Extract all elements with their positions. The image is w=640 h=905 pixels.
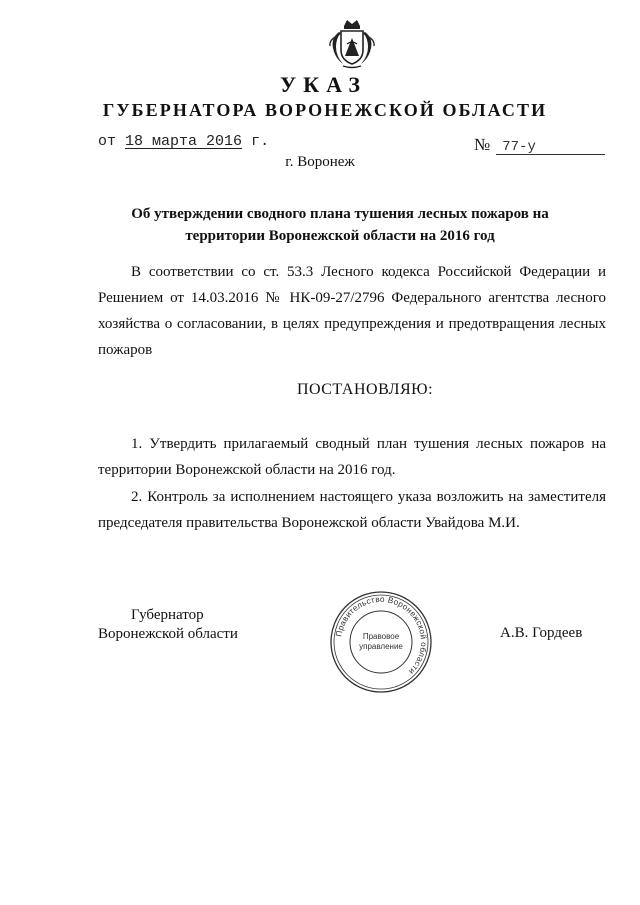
date-line — [98, 133, 269, 150]
number-sign: № — [474, 135, 491, 154]
stamp-ring-text: Правительство Воронежской области — [334, 594, 429, 677]
signatory-title — [98, 606, 238, 644]
date-value: 18 марта 2016 — [125, 133, 243, 150]
signatory-name: А.В. Гордеев — [500, 625, 583, 641]
date-prefix: от — [98, 133, 117, 150]
coat-of-arms-icon — [327, 18, 377, 70]
document-heading: Об утверждении сводного плана тушения лесных пожаров на территории Воронежской области на 2016 год — [131, 206, 549, 244]
official-stamp — [328, 589, 434, 695]
stamp-center-line2: управление — [359, 642, 403, 651]
document-number: 77-у — [496, 140, 605, 155]
document-number-line — [474, 135, 605, 155]
date-suffix: г. — [251, 133, 270, 150]
stamp-center-line1: Правовое — [362, 632, 400, 641]
signatory-title-line2: Воронежской области — [98, 626, 238, 642]
decree-item: 1. Утвердить прилагаемый сводный план тушения лесных пожаров на территории Воронежской области на 2016 год. — [98, 436, 606, 478]
document-subtitle: ГУБЕРНАТОРА ВОРОНЕЖСКОЙ ОБЛАСТИ — [102, 100, 548, 120]
decree-word: ПОСТАНОВЛЯЮ: — [296, 381, 434, 398]
signatory-title-line1: Губернатор — [131, 607, 204, 623]
preamble-paragraph: В соответствии со ст. 53.3 Лесного кодекса Российской Федерации и Решением от 14.03.2016 № НК-09-27/2796 Федерального агентства лесного хозяйства о согласовании, в целях предупреждения и предотвращения лесных пожаров — [98, 264, 606, 358]
city-line: г. Воронеж — [285, 154, 355, 170]
document-title: УКАЗ — [279, 72, 368, 97]
decree-item: 2. Контроль за исполнением настоящего указа возложить на заместителя председателя правительства Воронежской области Увайдова М.И. — [98, 489, 606, 531]
